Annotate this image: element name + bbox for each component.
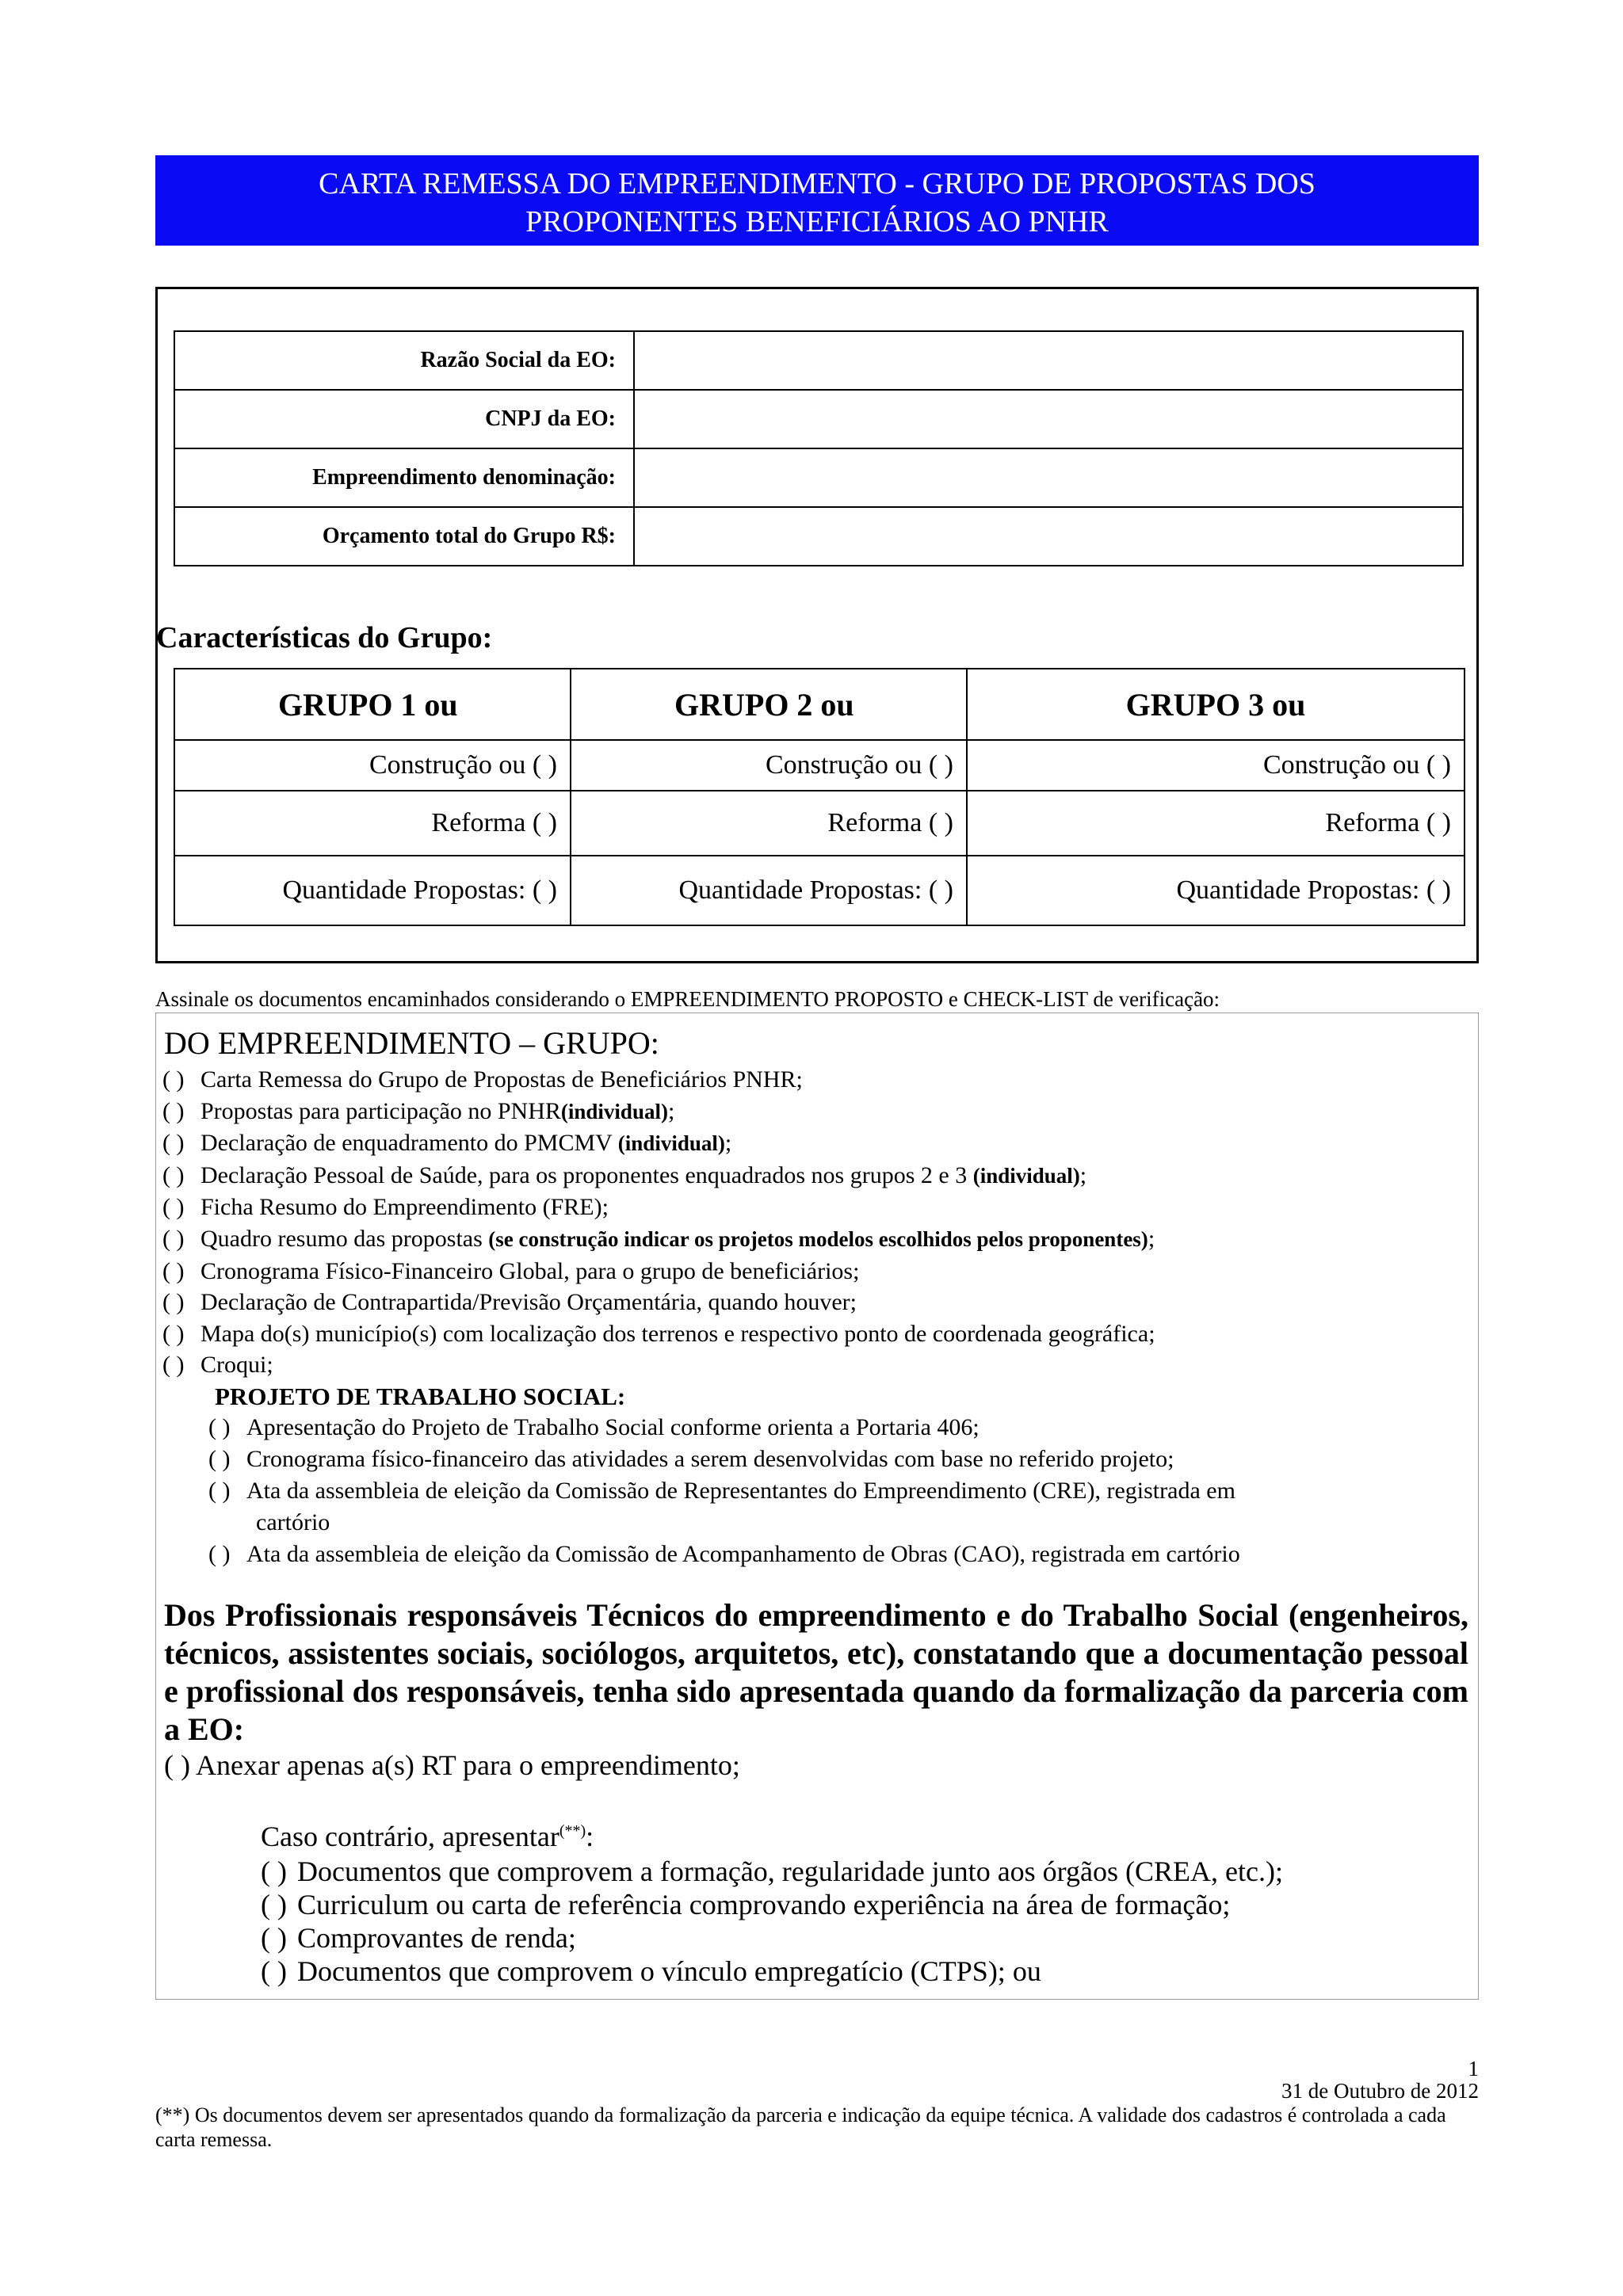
- trabalho-social-heading: PROJETO DE TRABALHO SOCIAL:: [215, 1382, 626, 1410]
- orcamento-field[interactable]: [634, 507, 1463, 566]
- orcamento-label: Orçamento total do Grupo R$:: [174, 507, 634, 566]
- page-number: 1: [1468, 2057, 1479, 2081]
- list-item[interactable]: ( ) Curriculum ou carta de referência comprovando experiência na área de formação;: [261, 1889, 1231, 1920]
- group-info-box: [155, 287, 1479, 963]
- group-1-reforma[interactable]: Reforma ( ): [174, 791, 571, 856]
- razao-social-field[interactable]: [634, 331, 1463, 390]
- document-date: 31 de Outubro de 2012: [1281, 2079, 1479, 2103]
- footnote: (**) Os documentos devem ser apresentados quando da formalização da parceria e indicação da equipe técnica. A validade dos cadastros é controlada a cada carta remessa.: [155, 2103, 1446, 2151]
- group-1-construcao[interactable]: Construção ou ( ): [174, 740, 571, 791]
- caso-contrario-label: Caso contrário, apresentar(**):: [261, 1821, 594, 1852]
- group-2-header: GRUPO 2 ou: [571, 669, 967, 740]
- list-item[interactable]: ( ) Comprovantes de renda;: [261, 1922, 576, 1954]
- caso-contrario-items: [261, 1855, 1283, 1988]
- list-item[interactable]: ( ) Declaração de Contrapartida/Previsão Orçamentária, quando houver;: [162, 1287, 1462, 1318]
- group-1-header: GRUPO 1 ou: [174, 669, 571, 740]
- list-item[interactable]: ( ) Mapa do(s) município(s) com localização dos terrenos e respectivo ponto de coordenada geográfica;: [162, 1318, 1462, 1350]
- checkbox[interactable]: ( ): [162, 1161, 185, 1188]
- cnpj-field[interactable]: [634, 390, 1463, 448]
- group-3-reforma[interactable]: Reforma ( ): [967, 791, 1465, 856]
- checkbox[interactable]: ( ): [261, 1922, 287, 1954]
- checkbox[interactable]: ( ): [208, 1540, 231, 1567]
- checkbox[interactable]: ( ): [261, 1855, 287, 1887]
- checklist-box: [155, 1013, 1479, 2000]
- razao-social-label: Razão Social da EO:: [174, 331, 634, 390]
- caracteristicas-heading: Características do Grupo:: [156, 621, 493, 654]
- info-row: [174, 448, 1463, 507]
- checkbox[interactable]: ( ): [162, 1352, 185, 1379]
- title-line-1: CARTA REMESSA DO EMPREENDIMENTO - GRUPO DE PROPOSTAS DOS: [319, 167, 1316, 200]
- info-row: [174, 507, 1463, 566]
- checkbox[interactable]: ( ): [261, 1955, 287, 1987]
- list-item[interactable]: ( ) Ficha Resumo do Empreendimento (FRE);: [162, 1192, 1462, 1223]
- groups-table: [174, 668, 1465, 926]
- group-2-construcao[interactable]: Construção ou ( ): [571, 740, 967, 791]
- checkbox[interactable]: ( ): [162, 1194, 185, 1221]
- list-item[interactable]: ( ) Propostas para participação no PNHR(individual);: [162, 1096, 1462, 1128]
- list-item[interactable]: ( ) Documentos que comprovem a formação, regularidade junto aos órgãos (CREA, etc.);: [261, 1855, 1283, 1887]
- checkbox[interactable]: ( ): [208, 1413, 231, 1440]
- construcao-row: [174, 740, 1465, 791]
- reforma-row: [174, 791, 1465, 856]
- list-item[interactable]: ( ) Quadro resumo das propostas (se construção indicar os projetos modelos escolhidos pelos proponentes);: [162, 1223, 1462, 1256]
- checkbox[interactable]: ( ): [162, 1320, 185, 1347]
- instructions-text: Assinale os documentos encaminhados considerando o EMPREENDIMENTO PROPOSTO e CHECK-LIST de verificação:: [155, 987, 1220, 1011]
- checkbox[interactable]: ( ): [261, 1889, 287, 1920]
- list-item[interactable]: ( ) Apresentação do Projeto de Trabalho Social conforme orienta a Portaria 406;: [162, 1412, 1462, 1444]
- info-row: [174, 390, 1463, 448]
- empreendimento-label: Empreendimento denominação:: [174, 448, 634, 507]
- list-item[interactable]: ( ) Declaração de enquadramento do PMCMV (individual);: [162, 1127, 1462, 1160]
- title-line-2: PROPONENTES BENEFICIÁRIOS AO PNHR: [525, 205, 1109, 238]
- list-item[interactable]: ( ) Ata da assembleia de eleição da Comissão de Representantes do Empreendimento (CRE), registrada em cartório: [162, 1475, 1462, 1539]
- checkbox[interactable]: ( ): [162, 1257, 185, 1284]
- checkbox[interactable]: ( ): [208, 1477, 231, 1504]
- group-2-reforma[interactable]: Reforma ( ): [571, 791, 967, 856]
- list-item[interactable]: ( ) Declaração Pessoal de Saúde, para os proponentes enquadrados nos grupos 2 e 3 (individual);: [162, 1160, 1462, 1192]
- group-2-quantidade[interactable]: Quantidade Propostas: ( ): [571, 856, 967, 925]
- eo-info-table: [174, 330, 1464, 566]
- list-item[interactable]: ( ) Croqui;: [162, 1349, 1462, 1381]
- groups-header-row: [174, 669, 1465, 740]
- group-3-header: GRUPO 3 ou: [967, 669, 1465, 740]
- group-3-quantidade[interactable]: Quantidade Propostas: ( ): [967, 856, 1465, 925]
- info-row: [174, 331, 1463, 390]
- list-item[interactable]: ( ) Cronograma físico-financeiro das atividades a serem desenvolvidas com base no referido projeto;: [162, 1444, 1462, 1475]
- checkbox[interactable]: ( ): [162, 1289, 185, 1316]
- checkbox[interactable]: ( ): [162, 1066, 185, 1093]
- group-3-construcao[interactable]: Construção ou ( ): [967, 740, 1465, 791]
- checkbox[interactable]: ( ): [162, 1130, 185, 1157]
- list-item[interactable]: ( ) Ata da assembleia de eleição da Comissão de Acompanhamento de Obras (CAO), registrada em cartório: [162, 1539, 1462, 1570]
- checkbox[interactable]: ( ): [208, 1445, 231, 1472]
- quantidade-row: [174, 856, 1465, 925]
- group-1-quantidade[interactable]: Quantidade Propostas: ( ): [174, 856, 571, 925]
- cnpj-label: CNPJ da EO:: [174, 390, 634, 448]
- document-title: [155, 155, 1479, 246]
- checklist-items: [162, 1064, 1462, 1570]
- anexar-rt-item[interactable]: ( ) Anexar apenas a(s) RT para o empreendimento;: [164, 1749, 740, 1781]
- checkbox[interactable]: ( ): [162, 1097, 185, 1124]
- profissionais-heading: Dos Profissionais responsáveis Técnicos do empreendimento e do Trabalho Social (engenheiros, técnicos, assistentes sociais, sociólogos, arquitetos, etc), constatando que a documentação pessoal e profissional dos responsáveis, tenha sido apresentada quando da formalização da parceria com a EO:: [164, 1597, 1468, 1747]
- do-empreendimento-heading: DO EMPREENDIMENTO – GRUPO:: [164, 1025, 659, 1061]
- list-item[interactable]: ( ) Cronograma Físico-Financeiro Global, para o grupo de beneficiários;: [162, 1256, 1462, 1287]
- empreendimento-field[interactable]: [634, 448, 1463, 507]
- list-item[interactable]: ( ) Documentos que comprovem o vínculo empregatício (CTPS); ou: [261, 1955, 1041, 1987]
- checkbox[interactable]: ( ): [162, 1225, 185, 1252]
- list-item[interactable]: ( ) Carta Remessa do Grupo de Propostas de Beneficiários PNHR;: [162, 1064, 1462, 1096]
